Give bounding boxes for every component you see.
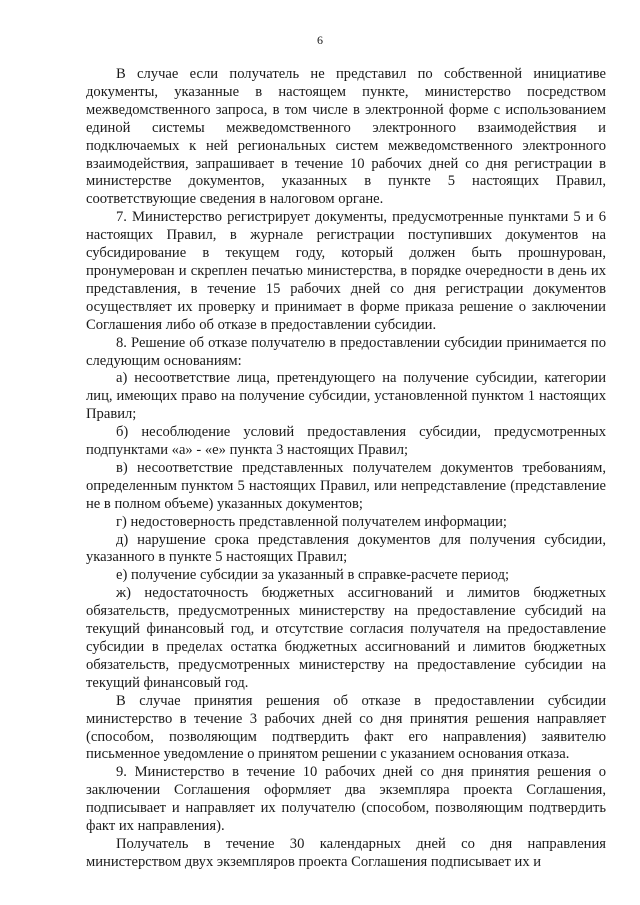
- refusal-ground-a: а) несоответствие лица, претендующего на получение субсидии, категории лиц, имеющих право на получение субсидии, установленной пунктом 1 настоящих Правил;: [86, 370, 606, 423]
- document-body: [86, 66, 606, 872]
- paragraph-7-registration: 7. Министерство регистрирует документы, предусмотренные пунктами 5 и 6 настоящих Правил, в журнале регистрации поступивших документов на субсидирование в текущем году, который должен быть прошнурован, пронумерован и скреплен печатью министерства, в порядке очередности в день их представления, в течение 15 рабочих дней со дня регистрации документов осуществляет их проверку и принимает в форме приказа решение о заключении Соглашения либо об отказе в предоставлении субсидии.: [86, 209, 606, 333]
- refusal-ground-v: в) несоответствие представленных получателем документов требованиям, определенным пунктом 5 настоящих Правил, или непредставление (представление не в полном объеме) указанных документов;: [86, 459, 606, 512]
- paragraph-info-request: В случае если получатель не представил по собственной инициативе документы, указанные в настоящем пункте, министерство посредством межведомственного запроса, в том числе в электронной форме с использованием единой системы межведомственного электронного взаимодействия и подключаемых к ней региональных систем межведомственного электронного взаимодействия, запрашивает в течение 10 рабочих дней со дня регистрации в министерстве документов, указанных в пункте 5 настоящих Правил, соответствующие сведения в налоговом органе.: [86, 66, 606, 208]
- refusal-ground-d: д) нарушение срока представления документов для получения субсидии, указанного в пункте 5 настоящих Правил;: [86, 531, 606, 566]
- paragraph-8-refusal-grounds: 8. Решение об отказе получателю в предоставлении субсидии принимается по следующим основаниям:: [86, 334, 606, 369]
- paragraph-recipient-signing: Получатель в течение 30 календарных дней со дня направления министерством двух экземпляров проекта Соглашения подписывает их и: [86, 835, 606, 870]
- page-number: 6: [317, 33, 323, 47]
- refusal-ground-e: е) получение субсидии за указанный в справке-расчете период;: [116, 567, 510, 584]
- paragraph-refusal-notice: В случае принятия решения об отказе в предоставлении субсидии министерство в течение 3 рабочих дней со дня принятия решения направляет (способом, позволяющим подтвердить факт его направления) заявителю письменное уведомление о принятом решении с указанием основания отказа.: [86, 692, 606, 763]
- refusal-ground-zh: ж) недостаточность бюджетных ассигнований и лимитов бюджетных обязательств, предусмотренных министерству на предоставление субсидий на текущий финансовый год, и отсутствие согласия получателя на предоставление субсидии в пределах остатка бюджетных ассигнований и лимитов бюджетных обязательств, предусмотренных министерству на предоставление субсидии на текущий финансовый год.: [86, 585, 606, 691]
- paragraph-9-agreement: 9. Министерство в течение 10 рабочих дней со дня принятия решения о заключении Соглашения оформляет два экземпляра проекта Соглашения, подписывает и направляет их получателю (способом, позволяющим подтвердить факт их направления).: [86, 764, 606, 835]
- refusal-ground-g: г) недостоверность представленной получателем информации;: [116, 513, 507, 530]
- refusal-ground-b: б) несоблюдение условий предоставления субсидии, предусмотренных подпунктами «а» - «е» пункта 3 настоящих Правил;: [86, 424, 606, 459]
